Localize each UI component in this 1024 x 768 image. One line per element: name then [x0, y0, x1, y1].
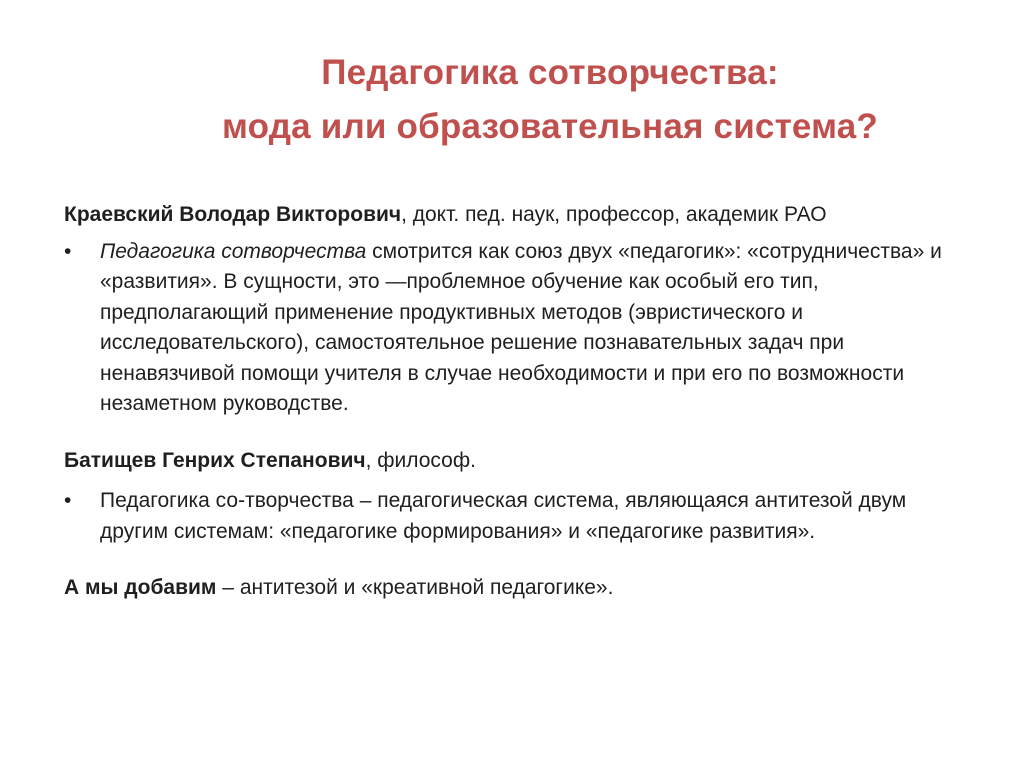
- author-kraevsky: [64, 200, 964, 231]
- author-role: , докт. пед. наук, профессор, академик РАО: [401, 203, 827, 226]
- bullet-item: [64, 237, 964, 420]
- author-name: Краевский Володар Викторович: [64, 203, 402, 226]
- slide-title: [120, 46, 980, 154]
- author-batishchev: [64, 446, 964, 477]
- title-line-2: мода или образовательная система?: [221, 107, 878, 146]
- bullet-marker: •: [64, 489, 72, 512]
- author-name: Батищев Генрих Степанович: [64, 448, 366, 472]
- bullet-item: [64, 486, 964, 547]
- conclusion-text: – антитезой и «креативной педагогике».: [216, 576, 614, 599]
- bullet-text: смотрится как союз двух «педагогик»: «сотрудничества» и «развития». В сущности, это —проблемное обучение как особый его тип, предполагающий применение продуктивных методов (эвристического и исследовательского), самостоятельное решение познавательных задач при ненавязчивой помощи учителя в случае необходимости и при его по возможности незаметном руководстве.: [100, 239, 942, 415]
- title-line-1: Педагогика сотворчества:: [321, 53, 779, 92]
- bullet-text: Педагогика со-творчества – педагогическая система, являющаяся антитезой двум другим системам: «педагогике формирования» и «педагогике развития».: [100, 489, 907, 543]
- author-role: , философ.: [365, 448, 476, 472]
- bullet-lead-term: Педагогика сотворчества: [100, 239, 367, 263]
- conclusion-lead: А мы добавим: [64, 576, 217, 599]
- bullet-marker: •: [64, 239, 72, 263]
- slide-body: [64, 200, 964, 604]
- conclusion: [64, 573, 964, 604]
